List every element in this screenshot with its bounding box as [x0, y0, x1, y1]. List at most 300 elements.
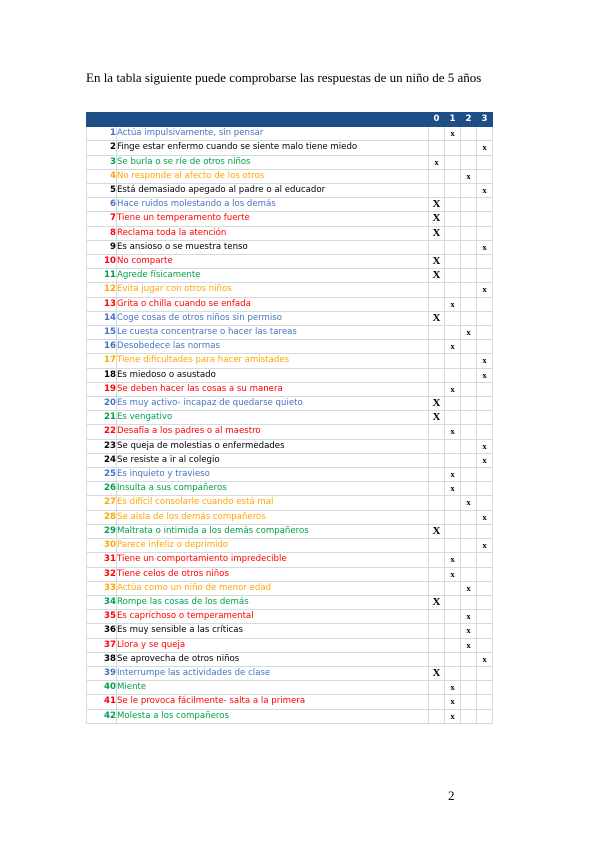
row-label: Agrede físicamente — [117, 269, 429, 283]
score-cell-1 — [445, 439, 461, 453]
row-label: Reclama toda la atención — [117, 226, 429, 240]
table-row — [87, 255, 493, 269]
score-cell-2 — [461, 695, 477, 709]
score-cell-0 — [429, 141, 445, 155]
row-number: 1 — [87, 127, 117, 141]
score-cell-2 — [461, 255, 477, 269]
row-label: Grita o chilla cuando se enfada — [117, 297, 429, 311]
score-cell-1: x — [445, 681, 461, 695]
table-header — [87, 113, 493, 127]
row-number: 31 — [87, 553, 117, 567]
table-row — [87, 311, 493, 325]
intro-text: En la tabla siguiente puede comprobarse las respuestas de un niño de 5 años — [86, 70, 482, 85]
table-row — [87, 439, 493, 453]
header-blank-label — [117, 113, 429, 127]
score-cell-3: x — [477, 240, 493, 254]
score-cell-0: x — [429, 155, 445, 169]
score-cell-0 — [429, 326, 445, 340]
score-cell-0 — [429, 382, 445, 396]
table-row — [87, 595, 493, 609]
row-label: Es vengativo — [117, 411, 429, 425]
row-number: 20 — [87, 397, 117, 411]
score-cell-2: x — [461, 638, 477, 652]
row-number: 25 — [87, 468, 117, 482]
score-cell-0 — [429, 439, 445, 453]
row-label: Actúa impulsivamente, sin pensar — [117, 127, 429, 141]
score-cell-0 — [429, 539, 445, 553]
score-cell-3 — [477, 425, 493, 439]
score-cell-0: X — [429, 397, 445, 411]
score-cell-1 — [445, 255, 461, 269]
score-cell-0 — [429, 581, 445, 595]
score-cell-1 — [445, 595, 461, 609]
score-cell-2 — [461, 681, 477, 695]
score-cell-1 — [445, 610, 461, 624]
score-cell-3: x — [477, 283, 493, 297]
score-cell-2 — [461, 212, 477, 226]
row-number: 12 — [87, 283, 117, 297]
row-label: Se le provoca fácilmente- salta a la primera — [117, 695, 429, 709]
score-cell-1 — [445, 169, 461, 183]
row-number: 41 — [87, 695, 117, 709]
score-cell-2 — [461, 184, 477, 198]
responses-table — [86, 112, 493, 724]
table-row — [87, 198, 493, 212]
row-label: Interrumpe las actividades de clase — [117, 666, 429, 680]
row-label: Se deben hacer las cosas a su manera — [117, 382, 429, 396]
row-number: 39 — [87, 666, 117, 680]
score-cell-3 — [477, 382, 493, 396]
table-row — [87, 468, 493, 482]
score-cell-1: x — [445, 425, 461, 439]
table-row — [87, 638, 493, 652]
table-row — [87, 326, 493, 340]
score-cell-1 — [445, 638, 461, 652]
row-label: Es difícil consolarle cuando está mal — [117, 496, 429, 510]
score-cell-3 — [477, 468, 493, 482]
score-cell-2: x — [461, 624, 477, 638]
row-label: Tiene celos de otros niños — [117, 567, 429, 581]
score-cell-0: X — [429, 595, 445, 609]
score-cell-0: X — [429, 212, 445, 226]
score-cell-2 — [461, 453, 477, 467]
row-number: 35 — [87, 610, 117, 624]
score-cell-2 — [461, 155, 477, 169]
score-cell-2 — [461, 127, 477, 141]
score-cell-0: X — [429, 411, 445, 425]
row-label: Se queja de molestias o enfermedades — [117, 439, 429, 453]
score-cell-2 — [461, 297, 477, 311]
row-label: Finge estar enfermo cuando se siente malo tiene miedo — [117, 141, 429, 155]
row-label: Desobedece las normas — [117, 340, 429, 354]
score-cell-0 — [429, 368, 445, 382]
score-cell-0 — [429, 624, 445, 638]
score-cell-1: x — [445, 709, 461, 723]
score-cell-1: x — [445, 482, 461, 496]
score-cell-0 — [429, 681, 445, 695]
score-cell-1 — [445, 397, 461, 411]
score-cell-1 — [445, 326, 461, 340]
score-cell-3: x — [477, 539, 493, 553]
score-cell-1 — [445, 311, 461, 325]
score-cell-3 — [477, 255, 493, 269]
header-col-0: 0 — [429, 113, 445, 127]
score-cell-3 — [477, 567, 493, 581]
score-cell-1 — [445, 539, 461, 553]
table-row — [87, 510, 493, 524]
score-cell-3 — [477, 198, 493, 212]
score-cell-3 — [477, 226, 493, 240]
score-cell-2 — [461, 510, 477, 524]
row-label: Llora y se queja — [117, 638, 429, 652]
row-number: 19 — [87, 382, 117, 396]
score-cell-3 — [477, 269, 493, 283]
score-cell-3 — [477, 553, 493, 567]
score-cell-0 — [429, 184, 445, 198]
score-cell-3: x — [477, 354, 493, 368]
score-cell-1 — [445, 283, 461, 297]
score-cell-0 — [429, 240, 445, 254]
score-cell-2 — [461, 539, 477, 553]
score-cell-0 — [429, 340, 445, 354]
score-cell-0 — [429, 610, 445, 624]
table-row — [87, 382, 493, 396]
row-label: Es miedoso o asustado — [117, 368, 429, 382]
score-cell-3 — [477, 496, 493, 510]
score-cell-1 — [445, 496, 461, 510]
score-cell-1 — [445, 666, 461, 680]
row-label: Parece infeliz o deprimido — [117, 539, 429, 553]
score-cell-3 — [477, 311, 493, 325]
score-cell-0 — [429, 652, 445, 666]
row-number: 11 — [87, 269, 117, 283]
score-cell-2: x — [461, 496, 477, 510]
row-number: 5 — [87, 184, 117, 198]
row-number: 37 — [87, 638, 117, 652]
score-cell-1: x — [445, 567, 461, 581]
score-cell-3 — [477, 212, 493, 226]
table-row — [87, 681, 493, 695]
score-cell-1 — [445, 411, 461, 425]
score-cell-0: X — [429, 255, 445, 269]
score-cell-1 — [445, 269, 461, 283]
table-body — [87, 127, 493, 724]
score-cell-3 — [477, 524, 493, 538]
table-row — [87, 226, 493, 240]
row-label: Desafía a los padres o al maestro — [117, 425, 429, 439]
row-number: 27 — [87, 496, 117, 510]
table-row — [87, 567, 493, 581]
score-cell-1 — [445, 240, 461, 254]
row-number: 10 — [87, 255, 117, 269]
table-row — [87, 652, 493, 666]
row-label: Insulta a sus compañeros — [117, 482, 429, 496]
score-cell-2: x — [461, 610, 477, 624]
score-cell-1 — [445, 510, 461, 524]
score-cell-0 — [429, 425, 445, 439]
score-cell-2 — [461, 595, 477, 609]
score-cell-0 — [429, 638, 445, 652]
page-number: 2 — [448, 788, 455, 803]
row-label: Es inquieto y travieso — [117, 468, 429, 482]
row-label: Coge cosas de otros niños sin permiso — [117, 311, 429, 325]
row-number: 22 — [87, 425, 117, 439]
score-cell-2: x — [461, 169, 477, 183]
table-row — [87, 169, 493, 183]
score-cell-0: X — [429, 524, 445, 538]
table-row — [87, 666, 493, 680]
score-cell-2 — [461, 240, 477, 254]
row-label: Se aísla de los demás compañeros — [117, 510, 429, 524]
table-row — [87, 581, 493, 595]
header-blank-num — [87, 113, 117, 127]
score-cell-3: x — [477, 184, 493, 198]
score-cell-3 — [477, 169, 493, 183]
row-label: Hace ruidos molestando a los demás — [117, 198, 429, 212]
table-row — [87, 482, 493, 496]
score-cell-0 — [429, 169, 445, 183]
score-cell-1 — [445, 624, 461, 638]
row-number: 26 — [87, 482, 117, 496]
row-number: 14 — [87, 311, 117, 325]
row-label: Se resiste a ir al colegio — [117, 453, 429, 467]
row-number: 30 — [87, 539, 117, 553]
table-row — [87, 539, 493, 553]
score-cell-2 — [461, 652, 477, 666]
table-row — [87, 368, 493, 382]
row-label: Tiene dificultades para hacer amistades — [117, 354, 429, 368]
row-label: Evita jugar con otros niños — [117, 283, 429, 297]
score-cell-0 — [429, 283, 445, 297]
score-cell-3: x — [477, 453, 493, 467]
score-cell-1 — [445, 198, 461, 212]
row-number: 34 — [87, 595, 117, 609]
score-cell-2 — [461, 709, 477, 723]
table-row — [87, 624, 493, 638]
score-cell-3 — [477, 482, 493, 496]
score-cell-3: x — [477, 368, 493, 382]
row-label: Molesta a los compañeros — [117, 709, 429, 723]
score-cell-3 — [477, 397, 493, 411]
score-cell-3 — [477, 297, 493, 311]
row-number: 18 — [87, 368, 117, 382]
score-cell-1 — [445, 581, 461, 595]
score-cell-1: x — [445, 127, 461, 141]
score-cell-2 — [461, 198, 477, 212]
score-cell-2 — [461, 524, 477, 538]
score-cell-3 — [477, 581, 493, 595]
table-row — [87, 240, 493, 254]
score-cell-1: x — [445, 553, 461, 567]
row-number: 4 — [87, 169, 117, 183]
score-cell-0 — [429, 468, 445, 482]
score-cell-2 — [461, 468, 477, 482]
row-label: Se aprovecha de otros niños — [117, 652, 429, 666]
score-cell-0 — [429, 354, 445, 368]
header-col-3: 3 — [477, 113, 493, 127]
row-number: 16 — [87, 340, 117, 354]
score-cell-1 — [445, 354, 461, 368]
row-number: 42 — [87, 709, 117, 723]
score-cell-2 — [461, 368, 477, 382]
score-cell-2: x — [461, 326, 477, 340]
row-number: 9 — [87, 240, 117, 254]
table-row — [87, 269, 493, 283]
table-row — [87, 141, 493, 155]
score-cell-3 — [477, 595, 493, 609]
table-row — [87, 297, 493, 311]
row-label: Está demasiado apegado al padre o al educador — [117, 184, 429, 198]
score-cell-1: x — [445, 695, 461, 709]
score-cell-2 — [461, 397, 477, 411]
row-number: 13 — [87, 297, 117, 311]
row-number: 24 — [87, 453, 117, 467]
table-row — [87, 184, 493, 198]
score-cell-1 — [445, 155, 461, 169]
score-cell-0 — [429, 297, 445, 311]
row-label: Tiene un temperamento fuerte — [117, 212, 429, 226]
score-cell-3: x — [477, 510, 493, 524]
score-cell-1 — [445, 652, 461, 666]
row-number: 21 — [87, 411, 117, 425]
score-cell-0 — [429, 709, 445, 723]
row-label: Tiene un comportamiento impredecible — [117, 553, 429, 567]
score-cell-0 — [429, 695, 445, 709]
score-cell-3 — [477, 666, 493, 680]
row-number: 6 — [87, 198, 117, 212]
score-cell-3 — [477, 411, 493, 425]
score-cell-2 — [461, 666, 477, 680]
table-row — [87, 127, 493, 141]
row-label: Se burla o se ríe de otros niños — [117, 155, 429, 169]
score-cell-3 — [477, 340, 493, 354]
score-cell-2 — [461, 340, 477, 354]
score-cell-2 — [461, 283, 477, 297]
row-label: No responde al afecto de los otros — [117, 169, 429, 183]
table-row — [87, 496, 493, 510]
row-number: 33 — [87, 581, 117, 595]
row-label: Es muy activo- incapaz de quedarse quieto — [117, 397, 429, 411]
row-label: Es ansioso o se muestra tenso — [117, 240, 429, 254]
score-cell-2 — [461, 311, 477, 325]
score-cell-3 — [477, 638, 493, 652]
score-cell-3 — [477, 681, 493, 695]
score-cell-1: x — [445, 340, 461, 354]
score-cell-2 — [461, 411, 477, 425]
score-cell-1 — [445, 368, 461, 382]
score-cell-0 — [429, 553, 445, 567]
score-cell-1: x — [445, 297, 461, 311]
table-row — [87, 155, 493, 169]
score-cell-2 — [461, 439, 477, 453]
score-cell-2 — [461, 482, 477, 496]
table-row — [87, 283, 493, 297]
score-cell-3 — [477, 624, 493, 638]
score-cell-0: X — [429, 269, 445, 283]
table-row — [87, 524, 493, 538]
score-cell-2 — [461, 226, 477, 240]
score-cell-1: x — [445, 382, 461, 396]
row-label: Rompe las cosas de los demás — [117, 595, 429, 609]
score-cell-2 — [461, 141, 477, 155]
score-cell-3 — [477, 610, 493, 624]
header-col-2: 2 — [461, 113, 477, 127]
row-number: 15 — [87, 326, 117, 340]
table-row — [87, 610, 493, 624]
score-cell-1 — [445, 226, 461, 240]
score-cell-2 — [461, 269, 477, 283]
score-cell-0 — [429, 496, 445, 510]
table-row — [87, 453, 493, 467]
row-label: Es caprichoso o temperamental — [117, 610, 429, 624]
table-row — [87, 340, 493, 354]
row-number: 32 — [87, 567, 117, 581]
score-cell-2 — [461, 425, 477, 439]
score-cell-1 — [445, 141, 461, 155]
score-cell-0 — [429, 567, 445, 581]
score-cell-0 — [429, 510, 445, 524]
score-cell-0 — [429, 453, 445, 467]
row-number: 36 — [87, 624, 117, 638]
row-label: Le cuesta concentrarse o hacer las tareas — [117, 326, 429, 340]
score-cell-3: x — [477, 141, 493, 155]
row-number: 28 — [87, 510, 117, 524]
row-number: 2 — [87, 141, 117, 155]
table-row — [87, 709, 493, 723]
row-number: 17 — [87, 354, 117, 368]
score-cell-1 — [445, 524, 461, 538]
row-number: 29 — [87, 524, 117, 538]
score-cell-3 — [477, 155, 493, 169]
header-col-1: 1 — [445, 113, 461, 127]
score-cell-3 — [477, 326, 493, 340]
row-number: 38 — [87, 652, 117, 666]
score-cell-0: X — [429, 666, 445, 680]
score-cell-1: x — [445, 468, 461, 482]
row-number: 7 — [87, 212, 117, 226]
score-cell-3 — [477, 695, 493, 709]
score-cell-2: x — [461, 581, 477, 595]
score-cell-3: x — [477, 652, 493, 666]
row-number: 40 — [87, 681, 117, 695]
table-row — [87, 695, 493, 709]
score-cell-0 — [429, 482, 445, 496]
row-number: 23 — [87, 439, 117, 453]
score-cell-3 — [477, 127, 493, 141]
score-cell-2 — [461, 354, 477, 368]
score-cell-0 — [429, 127, 445, 141]
table-row — [87, 212, 493, 226]
table-row — [87, 354, 493, 368]
table-row — [87, 397, 493, 411]
table-row — [87, 553, 493, 567]
score-cell-3: x — [477, 439, 493, 453]
score-cell-3 — [477, 709, 493, 723]
score-cell-1 — [445, 184, 461, 198]
row-label: Actúa como un niño de menor edad — [117, 581, 429, 595]
score-cell-1 — [445, 212, 461, 226]
table-row — [87, 425, 493, 439]
row-label: Maltrata o intimida a los demás compañeros — [117, 524, 429, 538]
row-label: Es muy sensible a las críticas — [117, 624, 429, 638]
score-cell-2 — [461, 553, 477, 567]
row-label: Miente — [117, 681, 429, 695]
score-cell-1 — [445, 453, 461, 467]
score-cell-0: X — [429, 311, 445, 325]
score-cell-0: X — [429, 226, 445, 240]
score-cell-2 — [461, 382, 477, 396]
row-label: No comparte — [117, 255, 429, 269]
